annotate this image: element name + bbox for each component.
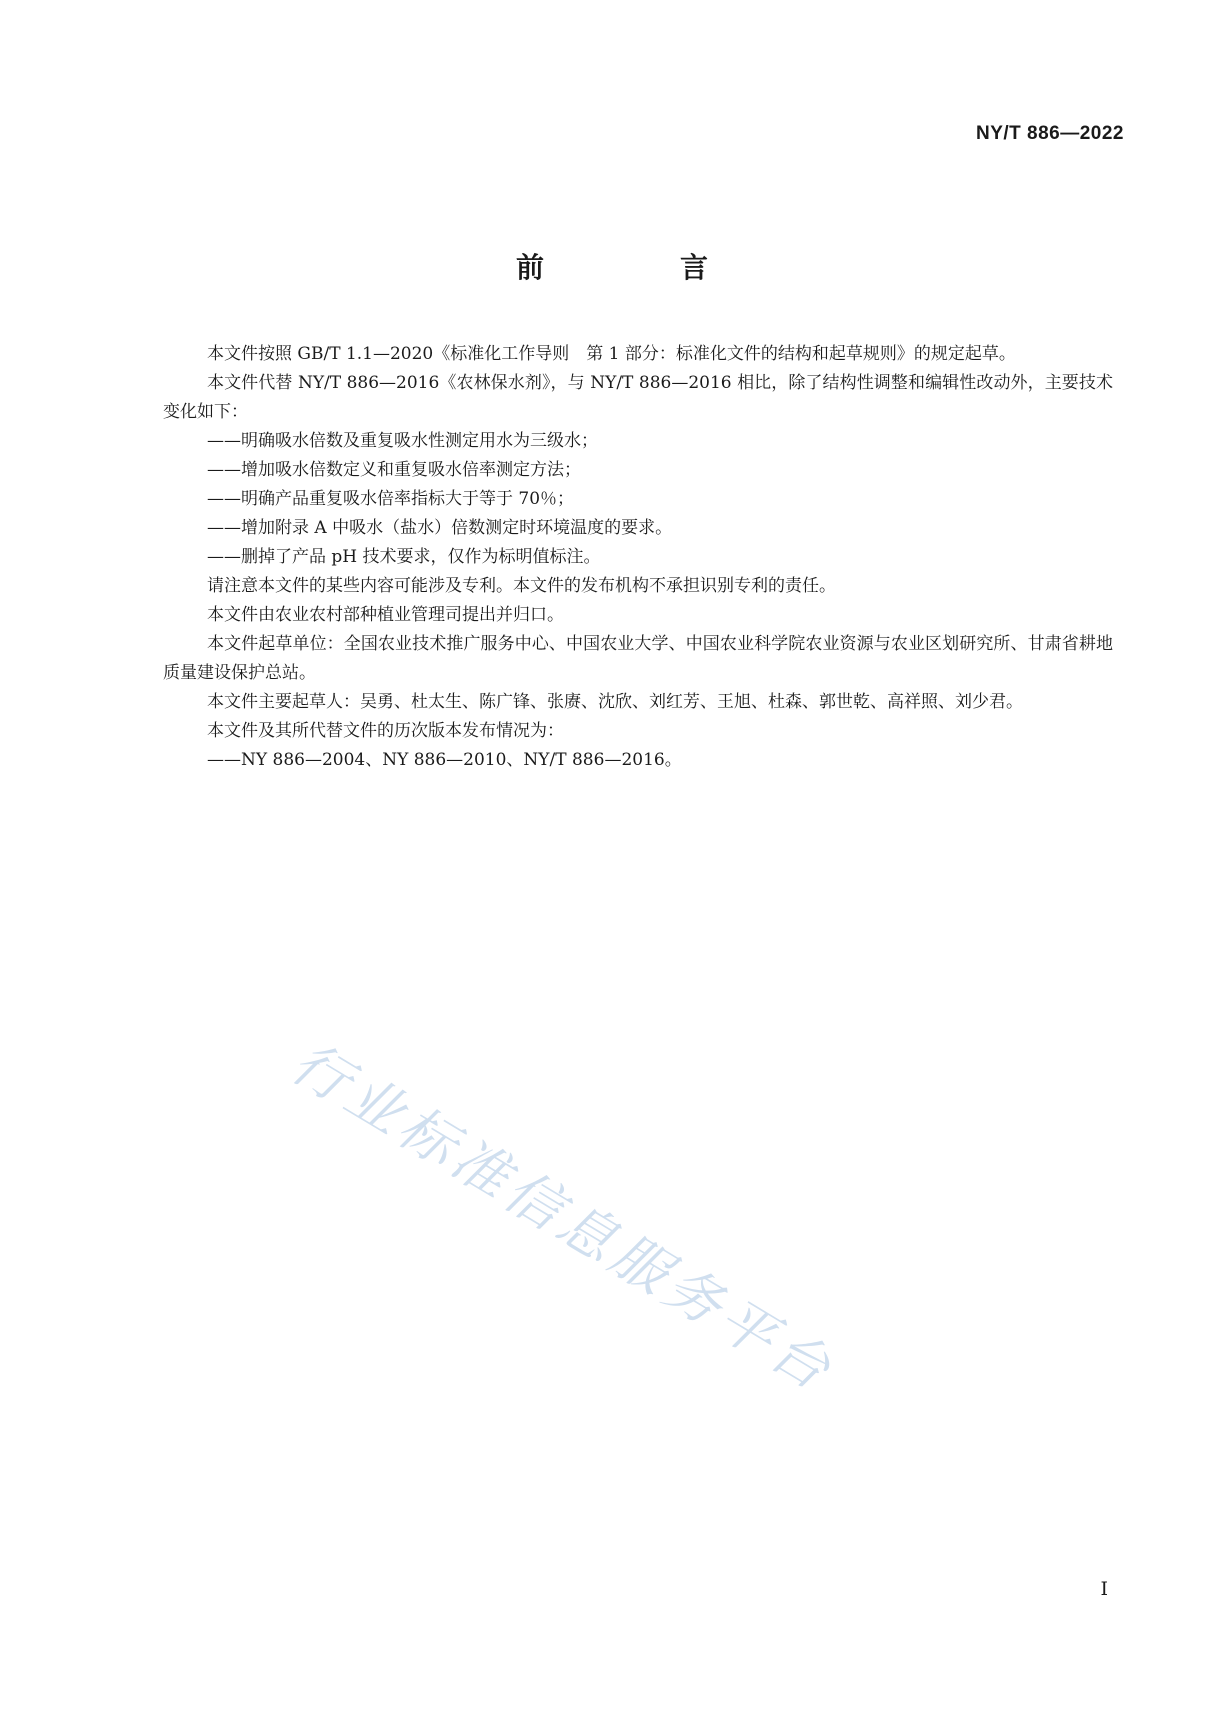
page-number: I <box>1100 1578 1108 1600</box>
change-item: ——增加附录 A 中吸水（盐水）倍数测定时环境温度的要求。 <box>207 518 673 538</box>
body-text <box>163 340 1113 775</box>
version-history-item: ——NY 886—2004、NY 886—2010、NY/T 886—2016。 <box>207 750 682 770</box>
paragraph-drafting-units: 本文件起草单位：全国农业技术推广服务中心、中国农业大学、中国农业科学院农业资源与农业区划研究所、甘肃省耕地质量建设保护总站。 <box>163 634 1113 683</box>
change-item: ——明确吸水倍数及重复吸水性测定用水为三级水； <box>207 431 598 451</box>
paragraph-drafting-rules: 本文件按照 GB/T 1.1—2020《标准化工作导则 第 1 部分：标准化文件的结构和起草规则》的规定起草。 <box>207 344 1016 364</box>
watermark: 行业标准信息服务平台 <box>280 1030 846 1406</box>
standard-code: NY/T 886—2022 <box>975 123 1124 144</box>
change-item: ——增加吸水倍数定义和重复吸水倍率测定方法； <box>207 460 581 480</box>
change-item: ——明确产品重复吸水倍率指标大于等于 70％； <box>207 489 575 509</box>
paragraph-proposer: 本文件由农业农村部种植业管理司提出并归口。 <box>207 605 564 625</box>
page-title: 前 言 <box>515 251 762 284</box>
change-item: ——删掉了产品 pH 技术要求，仅作为标明值标注。 <box>207 547 601 567</box>
paragraph-patent-notice: 请注意本文件的某些内容可能涉及专利。本文件的发布机构不承担识别专利的责任。 <box>207 576 836 596</box>
paragraph-replacement: 本文件代替 NY/T 886—2016《农林保水剂》，与 NY/T 886—2016 相比，除了结构性调整和编辑性改动外，主要技术变化如下： <box>163 373 1113 422</box>
paragraph-version-history: 本文件及其所代替文件的历次版本发布情况为： <box>207 721 564 741</box>
paragraph-drafters: 本文件主要起草人：吴勇、杜太生、陈广锋、张赓、沈欣、刘红芳、王旭、杜森、郭世乾、高祥照、刘少君。 <box>207 692 1023 712</box>
